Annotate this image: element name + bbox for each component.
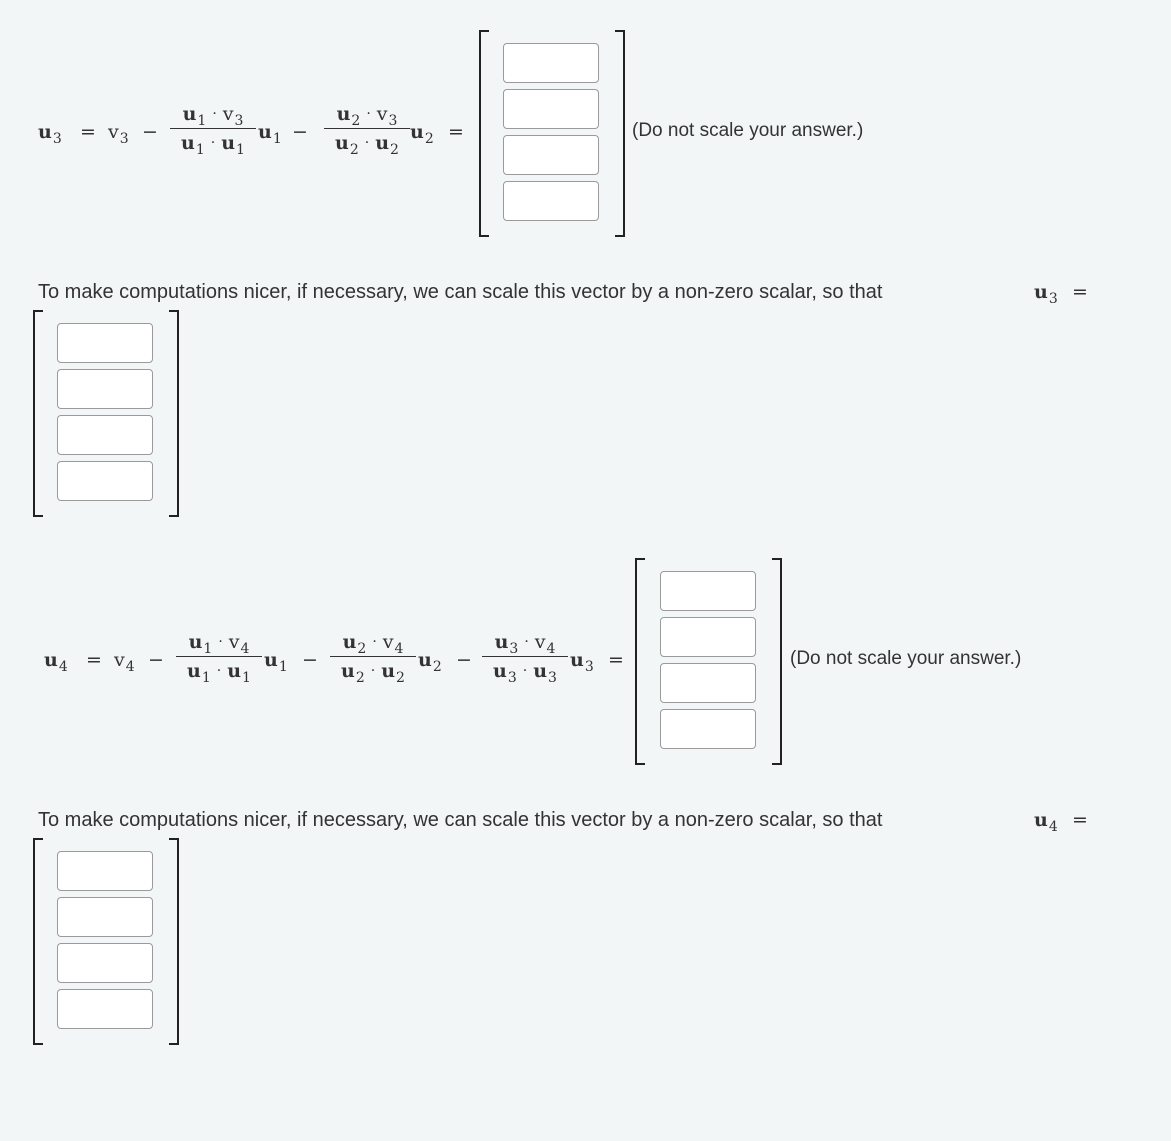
scale-sentence: To make computations nicer, if necessary, we can scale this vector by a non-zero scalar, so that — [38, 281, 883, 303]
equals-sign: = — [1072, 281, 1088, 303]
left-bracket — [33, 310, 43, 517]
fraction-u1v4-over-u1u1: $u_1 \cdot v_4$ $u_1 \cdot u_1$ — [176, 631, 262, 682]
u3-symbol: $u_3$ — [570, 649, 594, 675]
fraction-u2v4-over-u2u2: $u_2 \cdot v_4$ $u_2 \cdot u_2$ — [330, 631, 416, 682]
scaled-u3-component-3-input[interactable] — [57, 415, 153, 455]
left-bracket — [479, 30, 489, 237]
u1-symbol: $u_1$ — [258, 121, 282, 147]
scaled-u3-component-4-input[interactable] — [57, 461, 153, 501]
u4-component-3-input[interactable] — [660, 663, 756, 703]
u3-symbol: $u_3$ — [1034, 281, 1058, 307]
u4-symbol: $u_4$ — [44, 649, 68, 675]
scaled-u4-component-4-input[interactable] — [57, 989, 153, 1029]
u4-component-1-input[interactable] — [660, 571, 756, 611]
scale-sentence: To make computations nicer, if necessary, we can scale this vector by a non-zero scalar, so that — [38, 809, 883, 831]
scaled-u4-component-3-input[interactable] — [57, 943, 153, 983]
scaled-u4-component-2-input[interactable] — [57, 897, 153, 937]
minus-sign: − — [148, 649, 164, 671]
scaled-u3-component-1-input[interactable] — [57, 323, 153, 363]
u4-component-2-input[interactable] — [660, 617, 756, 657]
equals-sign: = — [608, 649, 624, 671]
v3-symbol: $v_3$ — [108, 121, 129, 147]
left-bracket — [33, 838, 43, 1045]
equals-sign: = — [86, 649, 102, 671]
right-bracket — [169, 310, 179, 517]
minus-sign: − — [142, 121, 158, 143]
minus-sign: − — [456, 649, 472, 671]
u2-symbol: $u_2$ — [410, 121, 434, 147]
u4-symbol: $u_4$ — [1034, 809, 1058, 835]
v4-symbol: $v_4$ — [114, 649, 135, 675]
u3-symbol: $u_3$ — [38, 121, 62, 147]
u1-symbol: $u_1$ — [264, 649, 288, 675]
u3-component-1-input[interactable] — [503, 43, 599, 83]
equals-sign: = — [448, 121, 464, 143]
left-bracket — [635, 558, 645, 765]
fraction-u2v3-over-u2u2: $u_2 \cdot v_3$ $u_2 \cdot u_2$ — [324, 103, 410, 154]
equals-sign: = — [80, 121, 96, 143]
right-bracket — [615, 30, 625, 237]
u3-component-4-input[interactable] — [503, 181, 599, 221]
minus-sign: − — [302, 649, 318, 671]
u3-component-3-input[interactable] — [503, 135, 599, 175]
right-bracket — [772, 558, 782, 765]
equals-sign: = — [1072, 809, 1088, 831]
fraction-u3v4-over-u3u3: $u_3 \cdot v_4$ $u_3 \cdot u_3$ — [482, 631, 568, 682]
u3-component-2-input[interactable] — [503, 89, 599, 129]
right-bracket — [169, 838, 179, 1045]
u4-component-4-input[interactable] — [660, 709, 756, 749]
no-scale-note: (Do not scale your answer.) — [790, 648, 1022, 669]
scaled-u3-component-2-input[interactable] — [57, 369, 153, 409]
fraction-u1v3-over-u1u1: $u_1 \cdot v_3$ $u_1 \cdot u_1$ — [170, 103, 256, 154]
no-scale-note: (Do not scale your answer.) — [632, 120, 864, 141]
scaled-u4-component-1-input[interactable] — [57, 851, 153, 891]
u2-symbol: $u_2$ — [418, 649, 442, 675]
minus-sign: − — [292, 121, 308, 143]
